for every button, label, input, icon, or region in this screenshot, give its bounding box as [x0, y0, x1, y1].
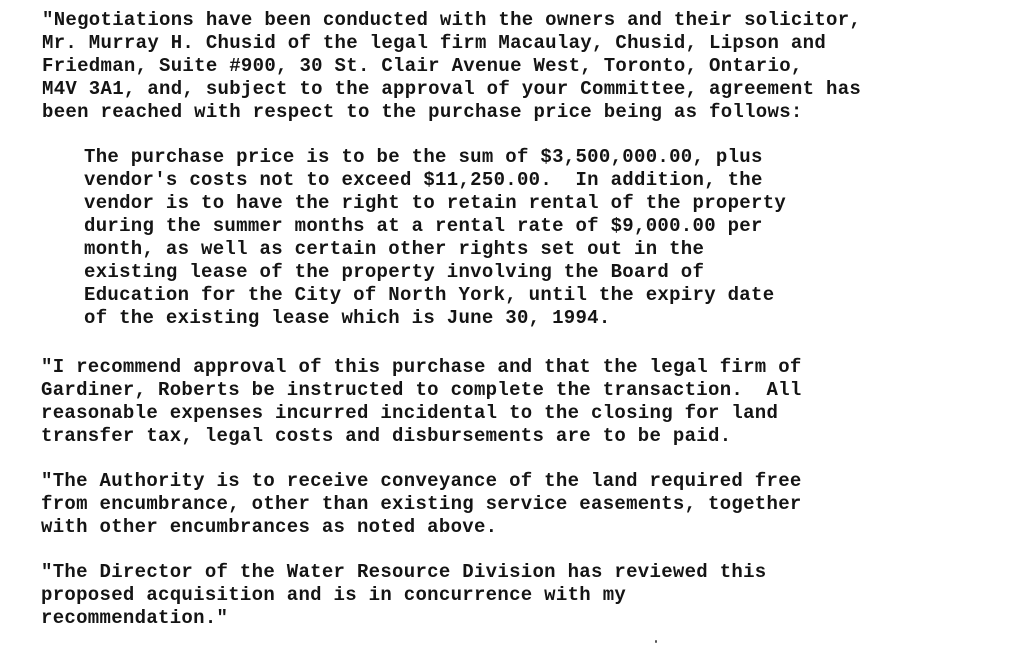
text-line: of the existing lease which is June 30, 1994.: [84, 307, 611, 329]
text-line: Mr. Murray H. Chusid of the legal firm Macaulay, Chusid, Lipson and: [42, 32, 827, 54]
paragraph-conveyance: [41, 470, 802, 539]
paragraph-purchase-terms: [84, 146, 786, 330]
paragraph-negotiations: [42, 9, 861, 124]
text-line: month, as well as certain other rights set out in the: [84, 238, 705, 260]
text-line: during the summer months at a rental rate of $9,000.00 per: [84, 215, 763, 237]
paragraph-director-review: [41, 561, 767, 630]
text-line: "The Director of the Water Resource Division has reviewed this: [41, 561, 767, 583]
text-line: reasonable expenses incurred incidental to the closing for land: [41, 402, 779, 424]
text-line: been reached with respect to the purchase price being as follows:: [42, 101, 803, 123]
text-line: vendor's costs not to exceed $11,250.00. In addition, the: [84, 169, 763, 191]
text-line: from encumbrance, other than existing service easements, together: [41, 493, 802, 515]
text-line: "Negotiations have been conducted with the owners and their solicitor,: [42, 9, 862, 31]
paragraph-recommendation: [41, 356, 802, 448]
text-line: M4V 3A1, and, subject to the approval of your Committee, agreement has: [42, 78, 862, 100]
text-line: proposed acquisition and is in concurrence with my: [41, 584, 627, 606]
text-line: recommendation.": [41, 607, 229, 629]
text-line: with other encumbrances as noted above.: [41, 516, 498, 538]
text-line: Education for the City of North York, until the expiry date: [84, 284, 775, 306]
text-line: "I recommend approval of this purchase and that the legal firm of: [41, 356, 802, 378]
scan-speck: [655, 640, 657, 643]
text-line: "The Authority is to receive conveyance of the land required free: [41, 470, 802, 492]
text-line: transfer tax, legal costs and disbursements are to be paid.: [41, 425, 732, 447]
text-line: Gardiner, Roberts be instructed to complete the transaction. All: [41, 379, 802, 401]
text-line: The purchase price is to be the sum of $3,500,000.00, plus: [84, 146, 763, 168]
text-line: vendor is to have the right to retain rental of the property: [84, 192, 787, 214]
text-line: existing lease of the property involving the Board of: [84, 261, 705, 283]
text-line: Friedman, Suite #900, 30 St. Clair Avenue West, Toronto, Ontario,: [42, 55, 803, 77]
